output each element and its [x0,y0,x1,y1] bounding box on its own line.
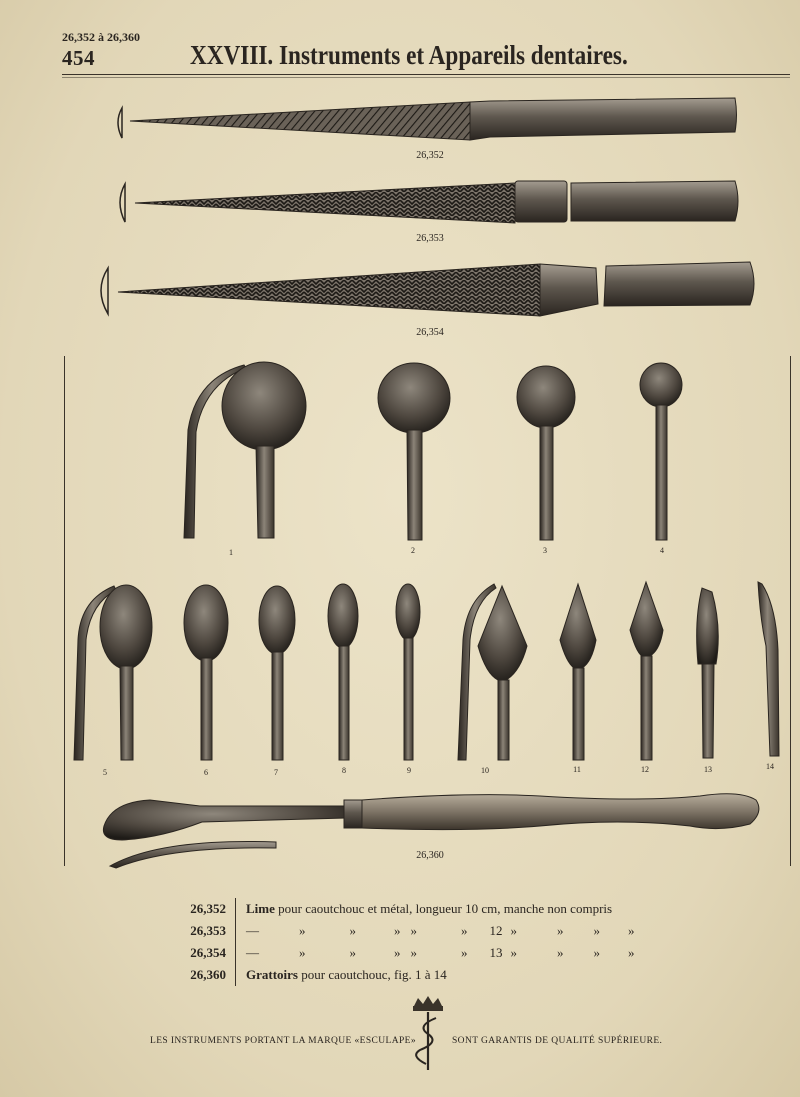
crown-icon [414,996,442,1006]
footer-right-text: SONT GARANTIS DE QUALITÉ SUPÉRIEURE. [452,1036,663,1046]
file-26353-handle [571,181,738,221]
scraper-4-shank [656,405,667,540]
scraper-7-bowl [259,586,295,654]
scraper-10-shank [498,680,509,760]
esculape-trademark [413,996,443,1070]
fig-number-12: 12 [641,765,649,774]
scraper-8-illustration [328,584,358,760]
scraper-9-bowl [396,584,420,640]
ditto-mark: » [593,945,600,960]
page-number: 454 [62,46,95,70]
scraper-6-bowl [184,585,228,661]
ditto-mark: » [628,945,635,960]
fig-number-9: 9 [407,766,411,775]
fig-number-10: 10 [481,766,489,775]
ditto-mark: » [557,923,564,938]
file-26354-illustration [101,262,754,316]
spec-row [170,942,635,964]
ditto-mark: » [349,923,356,938]
spec-row [170,898,635,920]
scraper-6-illustration [184,585,228,760]
spec-code: 26,353 [170,920,236,942]
file-26354-handle [604,262,754,306]
scraper-9-illustration [396,584,420,760]
scraper-2-shank [407,430,422,540]
plate-bracket-right [790,356,791,866]
spec-description [236,920,635,942]
scraper-13-blade [697,588,719,664]
plate-bracket-left [64,356,65,866]
spec-description [236,898,635,920]
ditto-mark: » [394,945,401,960]
spec-code: 26,354 [170,942,236,964]
handle-26360-wooden-handle [362,794,759,830]
file-26353-illustration [120,181,738,223]
ditto-mark: » [410,945,417,960]
ditto-mark: » [349,945,356,960]
ditto-mark: » [510,945,517,960]
spec-description [236,964,635,986]
catalog-number-range: 26,352 à 26,360 [62,30,140,44]
scraper-10-blade [478,586,527,680]
handle-26360-scraper-head [103,800,346,840]
ditto-mark: » [299,923,306,938]
ditto-mark: » [461,923,468,938]
spec-code: 26,352 [170,898,236,920]
figure-label-26360: 26,360 [416,850,444,861]
scraper-2-illustration [378,363,450,540]
spec-item-text: pour caoutchouc, fig. 1 à 14 [301,967,447,982]
scraper-10-illustration [458,584,527,760]
scraper-6-shank [201,658,212,760]
figure-label-26354: 26,354 [416,327,444,338]
fig-number-6: 6 [204,768,208,777]
fig-number-8: 8 [342,766,346,775]
fig-number-4: 4 [660,546,664,555]
spec-dash: — [246,945,259,960]
scraper-3-bowl [517,366,575,428]
scraper-1-shank [256,446,274,538]
fig-number-11: 11 [573,765,581,774]
ditto-mark: » [593,923,600,938]
spec-dash: — [246,923,259,938]
scraper-5-shank [120,666,133,760]
ditto-mark: » [628,923,635,938]
file-26352-handle [470,98,737,140]
file-26352-illustration [118,98,737,140]
spec-table [170,898,635,986]
scraper-4-bowl [640,363,682,407]
scraper-13-illustration [697,588,719,758]
scraper-7-illustration [259,586,295,760]
figure-label-26352: 26,352 [416,150,444,161]
scraper-1-illustration [184,362,306,538]
scraper-14-illustration [758,582,779,756]
scraper-4-illustration [640,363,682,540]
fig-number-5: 5 [103,768,107,777]
scraper-12-illustration [630,582,663,760]
file-26354-section [101,268,108,314]
file-26354-blade [118,264,540,316]
scraper-2-bowl [378,363,450,433]
scraper-5-illustration [74,585,152,760]
spec-row [170,964,635,986]
scraper-12-shank [641,656,652,760]
scraper-11-shank [573,668,584,760]
spec-size: 12 [489,923,503,938]
figure-label-26353: 26,353 [416,233,444,244]
fig-number-13: 13 [704,765,712,774]
scraper-11-blade [560,584,596,668]
fig-number-3: 3 [543,546,547,555]
handle-26360-scraper-profile [110,842,276,869]
scraper-13-shank [702,664,714,758]
file-26353-blade [135,183,515,223]
scraper-7-shank [272,652,283,760]
ditto-mark: » [299,945,306,960]
spec-item-name: Grattoirs [246,967,298,982]
fig-number-2: 2 [411,546,415,555]
scraper-14-blade [758,582,779,756]
scraper-5-bowl [100,585,152,669]
ditto-mark: » [510,923,517,938]
scraper-1-bowl [222,362,306,450]
file-26353-ferrule [515,181,567,222]
ditto-mark: » [461,945,468,960]
page-title: XXVIII. Instruments et Appareils dentaires. [190,40,628,70]
spec-code: 26,360 [170,964,236,986]
scraper-3-shank [540,426,553,540]
ditto-mark: » [557,945,564,960]
spec-item-name: Lime [246,901,275,916]
footer-left-text: LES INSTRUMENTS PORTANT LA MARQUE «ESCULAPE» [150,1036,417,1046]
file-26352-blade [130,102,470,140]
scraper-9-shank [404,638,413,760]
file-26354-tang [540,264,598,316]
scraper-12-blade [630,582,663,656]
scraper-8-shank [339,646,349,760]
scraper-3-illustration [517,366,575,540]
file-26353-section [120,184,125,222]
ditto-mark: » [410,923,417,938]
crown-band [413,1006,443,1011]
fig-number-1: 1 [229,548,233,557]
handle-26360-ferrule [344,800,362,828]
ditto-mark: » [394,923,401,938]
file-26352-section [118,108,122,138]
spec-description [236,942,635,964]
spec-size: 13 [489,945,503,960]
fig-number-14: 14 [766,762,774,771]
spec-item-text: pour caoutchouc et métal, longueur 10 cm, manche non compris [278,901,613,916]
scraper-8-bowl [328,584,358,648]
spec-row [170,920,635,942]
fig-number-7: 7 [274,768,278,777]
serpent-icon [416,1018,436,1064]
scraper-11-illustration [560,584,596,760]
